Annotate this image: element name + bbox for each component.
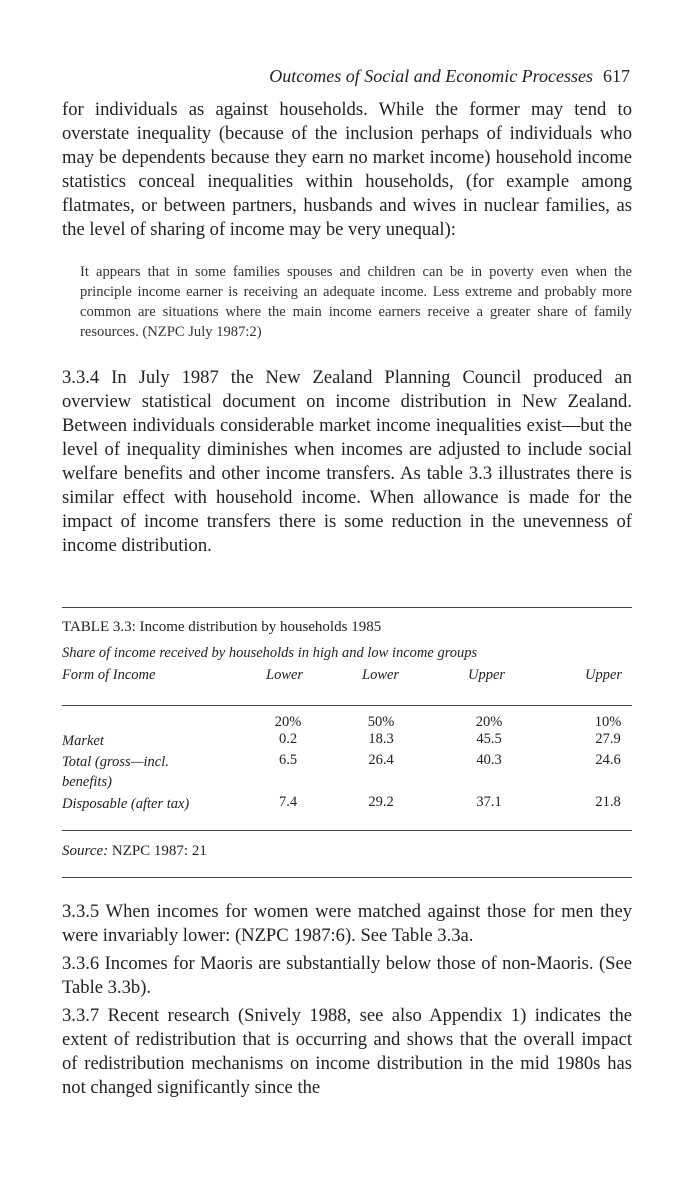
paragraph-337: 3.3.7 Recent research (Snively 1988, see also Appendix 1) indicates the extent of redistribution that is occurring and shows that the overall impact of redistribution mechanisms on income distribution in the mid 1980s has not changed significantly since the [62,1005,632,1098]
paragraph-335: 3.3.5 When incomes for women were matched against those for men they were invariably lower: (NZPC 1987:6). See Table 3.3a. [62,901,632,946]
table-cell-market-3: 45.5 [476,731,502,747]
table-percent-col1: 20% [274,714,302,730]
table-cell-market-1: 0.2 [278,731,298,747]
paragraph-334-block [62,366,632,558]
table-cell-disposable-1: 7.4 [278,794,298,810]
table-cell-total-4: 24.6 [595,752,621,768]
table-subtitle: Share of income received by households in high and low income groups [62,645,478,661]
paragraph-334: 3.3.4 In July 1987 the New Zealand Planning Council produced an overview statistical document on income distribution in New Zealand. Between individuals considerable market income inequalities exist—but the level of inequality diminishes when incomes are adjusted to include social welfare benefits and other income transfers. As table 3.3 illustrates there is similar effect with household income. When allowance is made for the impact of income transfers there is some reduction in the unevenness of income distribution. [62,367,632,556]
table-percent-col4: 10% [594,714,622,730]
table-cell-disposable-2: 29.2 [368,794,394,810]
table-cell-total-3: 40.3 [476,752,502,768]
table-row-label-market: Market [62,733,104,749]
intro-paragraph-block [62,98,632,242]
table-body-rule [62,830,632,831]
table-row-label-total: Total (gross—incl. benefits) [62,754,169,790]
running-head [30,66,630,87]
table-percent-col3: 20% [475,714,503,730]
table-cell-market-4: 27.9 [595,731,621,747]
table-source-text: NZPC 1987: 21 [111,843,207,859]
table-cell-disposable-4: 21.8 [595,794,621,810]
table-cell-market-2: 18.3 [368,731,394,747]
table-row-label-disposable: Disposable (after tax) [62,796,190,812]
table-percent-col2: 50% [367,714,395,730]
table-header-col2: Lower [362,667,400,683]
paragraph-336: 3.3.6 Incomes for Maoris are substantially below those of non-Maoris. (See Table 3.3b). [62,953,632,998]
table-bottom-rule [62,877,632,878]
table-source [62,843,207,860]
block-quote: It appears that in some families spouses and children can be in poverty even when the principle income earner is receiving an adequate income. Less extreme and probably more common are situations where the main income earners receive a greater share of family resources. (NZPC July 1987:2) [80,264,632,340]
table-header-col1: Lower [266,667,304,683]
table-cell-total-2: 26.4 [368,752,394,768]
running-title: Outcomes of Social and Economic Processes [269,66,593,86]
table-cell-disposable-3: 37.1 [476,794,502,810]
table-title: TABLE 3.3: Income distribution by households 1985 [62,619,382,635]
table-header-col4: Upper [585,667,623,683]
table-header-form: Form of Income [62,667,156,683]
table-header-rule [62,705,632,706]
paragraph-337-block [62,1004,632,1100]
intro-paragraph: for individuals as against households. While the former may tend to overstate inequality (because of the inclusion perhaps of individuals who may be dependents because they earn no market income) household income statistics conceal inequalities within households, (for example among flatmates, or between partners, husbands and wives in nuclear families, as the level of sharing of income may be very unequal): [62,99,632,240]
paragraph-336-block [62,952,632,1000]
table-cell-total-1: 6.5 [278,752,298,768]
paragraph-335-block [62,900,632,948]
page-number: 617 [603,66,630,86]
table-source-label: Source: [62,843,109,859]
table-header-col3: Upper [468,667,506,683]
table-top-rule [62,607,632,608]
